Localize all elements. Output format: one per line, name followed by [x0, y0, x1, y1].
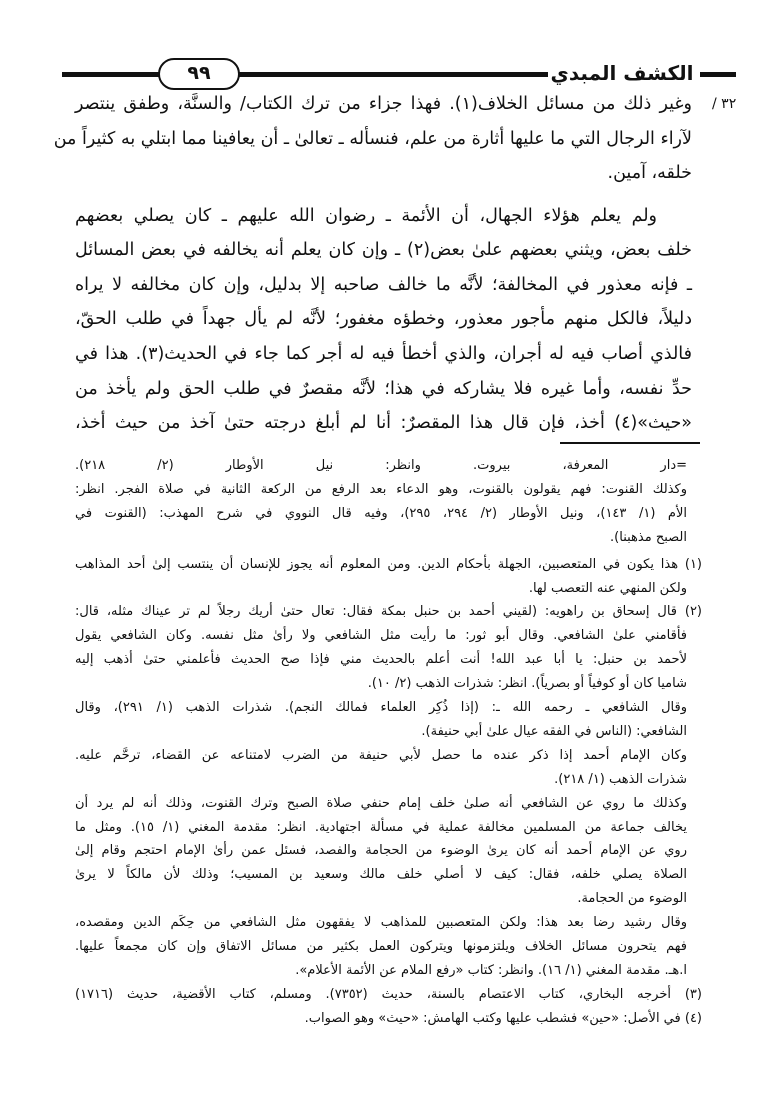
- footnote-line: شذرات الذهب (١/ ٢١٨).: [554, 771, 687, 787]
- footnote-line: وكذلك ما روي عن الشافعي أنه صلىٰ خلف إمام حنفي صلاة الصبح وترك القنوت، وذلك أنه لم يرد أن: [75, 795, 687, 811]
- footnote-line: الشافعي: (الناس في الفقه عيال علىٰ أبي حنيفة).: [421, 723, 687, 739]
- main-text-line: فالذي أصاب فيه له أجران، والذي أخطأ فيه له أجر كما جاء في الحديث(٣). هذا في: [75, 344, 692, 364]
- footnote-4: (٤) في الأصل: «حين» فشطب عليها وكتب الهامش: «حيث» وهو الصواب.: [304, 1010, 702, 1026]
- footnote-line: شاميا كان أو كوفياً أو بصرياً). انظر: شذرات الذهب (٢/ ١٠).: [367, 676, 687, 692]
- footnote-line: وكان الإمام أحمد إذا ذكر عنده ما حصل لأبي حنيفة من الضرب لامتناعه عن القضاء، ترحَّم عليه.: [75, 747, 687, 763]
- manuscript-page-marker: ٣٢ /: [712, 96, 737, 112]
- footnote-line: ولكن المنهي عنه التعصب لها.: [528, 580, 687, 596]
- footnote-line: =دار المعرفة، بيروت. وانظر: نيل الأوطار (٢/ ٢١٨).: [75, 458, 688, 473]
- footnote-line: يخالف جماعة من المسلمين مخالفة عملية في مسألة اجتهادية. انظر: مقدمة المغني (١/ ١٥). ومثل ما: [75, 819, 687, 835]
- main-text-line: «حيث»(٤) أخذ، فإن قال هذا المقصرٌ: أنا لم أبلغ درجته حتىٰ آخذ من حيث أخذ،: [75, 413, 692, 433]
- footnote-separator: [560, 442, 700, 444]
- main-text-line: ـ فإنه معذور في المخالفة؛ لأنَّه ما خالف صاحبه إلا بدليل، وإن كان مخالفه لا يراه: [75, 275, 692, 295]
- main-text-line: ولم يعلم هؤلاء الجهال، أن الأئمة ـ رضوان الله عليهم ـ كان يصلي بعضهم: [75, 206, 657, 226]
- footnote-line: وقال رشيد رضا بعد هذا: ولكن المتعصبين للمذاهب لا يفقهون مثل الشافعي من حِكَم الدين ومقصده،: [75, 915, 687, 931]
- main-text-line: حدِّ نفسه، وأما غيره فلا يشاركه في هذا؛ لأنَّه مقصرٌ في طلب الحق ولم يأخذ من: [75, 379, 692, 399]
- main-text-line: خلف بعض، ويثني بعضهم علىٰ بعض(٢) ـ وإن كان يعلم أنه يخالفه في بعض المسائل: [75, 240, 692, 260]
- footnote-3: (٣) أخرجه البخاري، كتاب الاعتصام بالسنة، حديث (٧٣٥٢). ومسلم، كتاب الأقضية، حديث (١٧١٦): [75, 986, 702, 1002]
- footnote-line: الصلاة يصلي خلفه، فقال: كيف لا أصلي خلف مالك وسعيد بن المسيب؛ وذلك لأن مالكاً لا يرىٰ: [75, 867, 687, 883]
- footnote-line: لأحمد بن حنبل: يا أبا عبد الله! أنت أعلم بالحديث مني فإذا صح الحديث فأعلمني حتىٰ أذهب إليه: [75, 652, 687, 668]
- footnote-line: وقال الشافعي ـ رحمه الله ـ: (إذا ذُكِر العلماء فمالك النجم). شذرات الذهب (١/ ٢٩١)، وقال: [75, 700, 687, 715]
- header-rule-right: [700, 72, 736, 77]
- main-text-line: دليلاً، فالكل منهم مأجور معذور، وخطؤه مغفور؛ لأنَّه لم يأل جهداً في طلب الحقّ،: [75, 309, 692, 329]
- footnote-line: الأم (١/ ١٤٣)، ونيل الأوطار (٢/ ٢٩٤، ٢٩٥)، وفيه قال النووي في شرح المهذب: (القنوت في: [75, 505, 687, 521]
- footnote-line: الوضوء من الحجامة.: [577, 891, 687, 907]
- main-text-line: وغير ذلك من مسائل الخلاف(١). فهذا جزاء من ترك الكتاب/ والسنَّة، وطفق ينتصر: [75, 94, 692, 114]
- footnote-line: فهم يتحرون مسائل الخلاف ويلتزمونها ويتركون العمل بكثير من مسائل الاتفاق وإن كان مجمعاً عليها.: [75, 939, 687, 954]
- footnote-2: (٢) قال إسحاق بن راهويه: (لقيني أحمد بن حنبل بمكة فقال: تعال حتىٰ أريك رجلاً لم تر عيناك مثله، قال:: [75, 604, 702, 620]
- footnote-line: روي عن الإمام أحمد أنه كان يرىٰ الوضوء من الحجامة والفصد، فسئل عمن رأىٰ الإمام احتجم وقام إلىٰ: [75, 843, 687, 859]
- main-text-line: لآراء الرجال التي ما عليها أثارة من علم، فنسأله ـ تعالىٰ ـ أن يعافينا مما ابتلي به كثيراً من: [53, 129, 692, 149]
- footnote-line: الصبح مذهبنا).: [610, 529, 687, 545]
- footnote-line: فأقامني علىٰ الشافعي. وقال أبو ثور: ما رأيت مثل الشافعي ولا رأىٰ مثل نفسه. وكان الشافعي يقول: [75, 628, 687, 644]
- main-text-line: خلقه، آمين.: [607, 163, 692, 183]
- page-number: ٩٩: [158, 58, 240, 90]
- footnote-line: وكذلك القنوت: فهم يقولون بالقنوت، وهو الدعاء بعد الرفع من الركعة الثانية في صلاة الفجر. انظر:: [75, 481, 687, 497]
- footnote-line: ا.هـ. مقدمة المغني (١/ ١٦). وانظر: كتاب «رفع الملام عن الأئمة الأعلام».: [295, 962, 687, 978]
- book-title: الكشف المبدي: [548, 58, 696, 88]
- footnote-1: (١) هذا يكون في المتعصبين، الجهلة بأحكام الدين. ومن المعلوم أنه يجوز للإنسان أن ينتسب إلىٰ أحد المذاهب: [75, 556, 702, 572]
